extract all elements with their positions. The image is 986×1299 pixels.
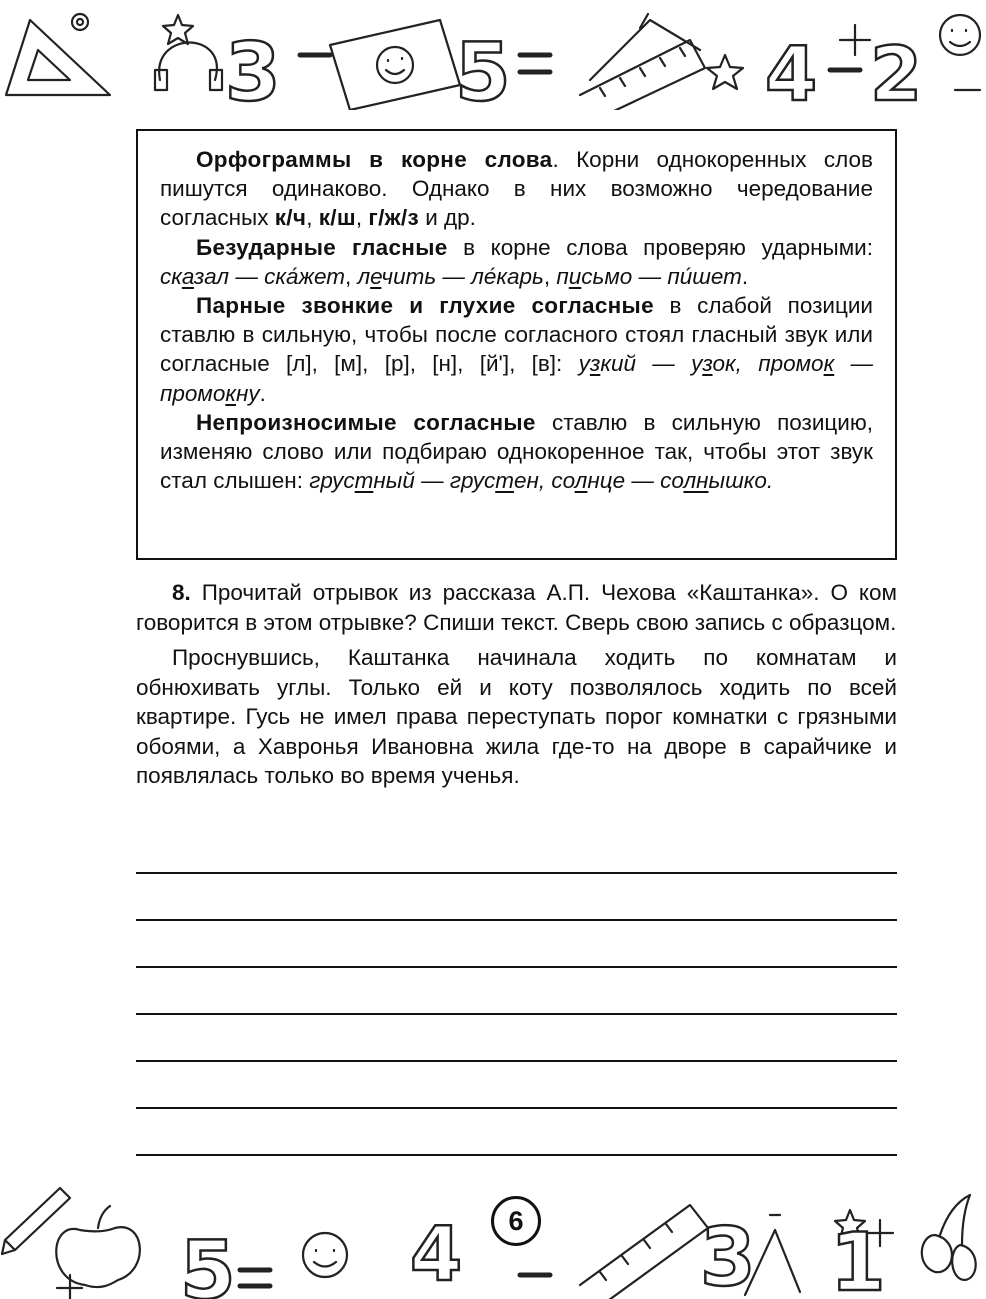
exercise-instruction: 8. Прочитай отрывок из рассказа А.П. Чехова «Каштанка». О ком говорится в этом отрывке? Спиши текст. Сверь свою запись с образцом. (136, 580, 897, 635)
writing-line[interactable] (136, 966, 897, 968)
plus-icon (840, 25, 870, 55)
star-icon (163, 15, 193, 44)
cherry-icon (922, 1195, 976, 1280)
page-number: 6 (491, 1196, 541, 1246)
smiley-icon (940, 15, 980, 55)
rule-paragraph-silent-consonants: Непроизносимые согласные ставлю в сильную позицию, изменяю слово или подбираю однокоренное так, чтобы этот звук стал слышен: грустный — грустен, солнце — солнышко. (160, 409, 873, 494)
bottom-doodle-border (0, 1180, 986, 1299)
writing-lines[interactable] (136, 872, 897, 1201)
writing-line[interactable] (136, 872, 897, 874)
digit-three-decoration: 3 (225, 26, 281, 110)
writing-line[interactable] (136, 1154, 897, 1156)
digit-one-decoration: 1 (830, 1216, 886, 1299)
exercise-passage: Проснувшись, Каштанка начинала ходить по комнатам и обнюхивать углы. Только ей и коту позволялось ходить по всей квартире. Гусь не имел права переступать порог комнатки с грязными обоями, а Хавронья Ивановна жила где-то на дворе в сарайчике и появлялась только во время ученья. (136, 645, 897, 788)
compass-icon (590, 14, 700, 80)
writing-line[interactable] (136, 1107, 897, 1109)
ruler-icon (580, 40, 705, 110)
digit-five-decoration: 5 (455, 26, 511, 110)
top-doodle-border (0, 0, 986, 110)
digit-five-decoration: 5 (180, 1224, 236, 1299)
writing-line[interactable] (136, 919, 897, 921)
headphones-icon (155, 43, 222, 91)
flower-icon (72, 14, 88, 30)
banknote-icon (330, 20, 460, 110)
exercise-8 (136, 578, 897, 791)
digit-two-decoration: 2 (870, 30, 923, 110)
pencil-icon (2, 1188, 70, 1254)
apple-icon (56, 1206, 140, 1287)
rule-paragraph-unstressed-vowels: Безударные гласные в корне слова проверяю ударными: сказал — ска́жет, лечить — ле́карь, письмо — пи́шет. (160, 234, 873, 289)
ruler-icon (580, 1205, 708, 1299)
digit-four-decoration: 4 (410, 1210, 463, 1298)
digit-three-decoration: 3 (700, 1211, 756, 1299)
exercise-number: 8. (172, 580, 191, 605)
rule-paragraph-root-spelling: Орфограммы в корне слова. Корни однокоренных слов пишутся одинаково. Однако в них возможно чередование согласных к/ч, к/ш, г/ж/з и др. (160, 147, 873, 231)
smiley-icon (377, 47, 413, 83)
digit-four-decoration: 4 (765, 30, 818, 110)
writing-line[interactable] (136, 1013, 897, 1015)
writing-line[interactable] (136, 1060, 897, 1062)
plus-icon (57, 1275, 82, 1299)
spelling-rule-box (136, 129, 897, 560)
rule-paragraph-paired-consonants: Парные звонкие и глухие согласные в слабой позиции ставлю в сильную, чтобы после согласного стоял гласный звук или согласные [л], [м], [р], [н], [й'], [в]: узкий — узок, промок — промокну. (160, 293, 873, 406)
star-icon (707, 55, 743, 89)
triangle-ruler-icon (6, 20, 110, 95)
smiley-icon (303, 1233, 347, 1277)
